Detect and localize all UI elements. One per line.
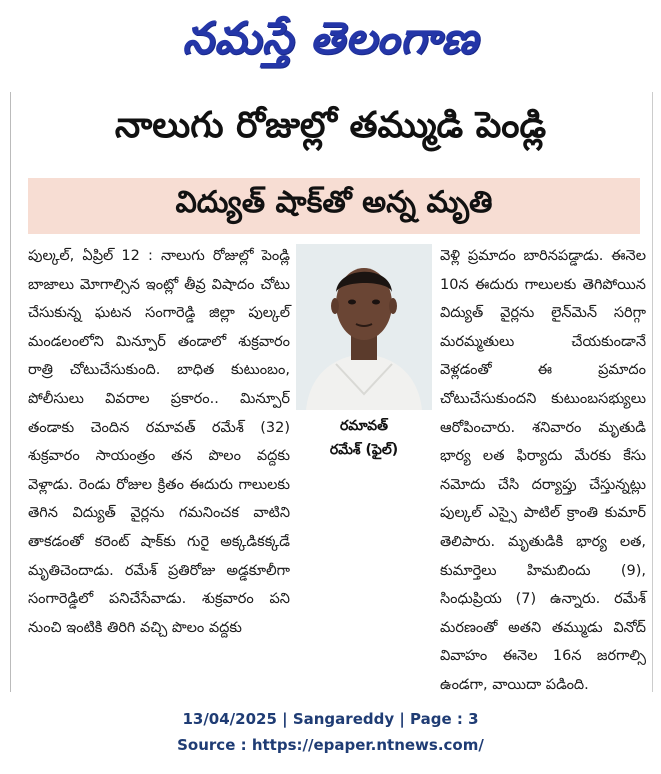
footer-edition-info: 13/04/2025 | Sangareddy | Page : 3: [182, 710, 479, 728]
article-headline: నాలుగు రోజుల్లో తమ్ముడి పెండ్లి: [114, 105, 547, 146]
article-paragraph-right: వెళ్లి ప్రమాదం బారినపడ్డాడు. ఈనెల 10న ఈదురు గాలులకు తెగిపోయిన విద్యుత్ వైర్లను లైన్‌మెన్ సరిగ్గా మరమ్మతులు చేయకుండానే వెళ్లడంతో ఈ ప్రమాదం చోటుచేసుకుందని కుటుంబసభ్యులు ఆరోపించారు. శనివారం మృతుడి భార్య లత ఫిర్యాదు మేరకు కేసు నమోదు చేసి దర్యాప్తు చేస్తున్నట్లు పుల్కల్ ఎస్సై పాటిల్ క్రాంతి కుమార్ తెలిపారు. మృతుడికి భార్య లత, కుమార్తెలు హిమబిందు (9), సింధుప్రియ (7) ఉన్నారు. రమేశ్ మరణంతో అతని తమ్ముడు వినోద్ వివాహం ఈనెల 16న జరగాల్సి ఉండగా, వాయిదా పడింది.: [440, 248, 646, 693]
article-paragraph: పుల్కల్, ఏప్రిల్ 12 : నాలుగు రోజుల్లో పెండ్లి బాజాలు మోగాల్సిన ఇంట్లో తీవ్ర విషాదం చోటు చేసుకున్న ఘటన సంగారెడ్డి జిల్లా పుల్కల్ మండలంలోని మిన్పూర్ తండాలో శుక్రవారం రాత్రి చోటుచేసుకుంది. బాధిత కుటుంబం, పోలీసులు వివరాల ప్రకారం.. మిన్పూర్ తండాకు చెందిన రమావత్ రమేశ్ (32) శుక్రవారం సాయంత్రం తన పొలం వద్దకు వెళ్లాడు. రెండు రోజుల క్రితం ఈదురు గాలులకు తెగిన విద్యుత్ వైర్లను గమనించక వాటిని తాకడంతో కరెంట్ షాక్‌కు గురై అక్కడికక్కడే మృతిచెందాడు. రమేశ్ ప్రతిరోజు అడ్డకూలీగా సంగారెడ్డిలో పనిచేసేవాడు. శుక్రవారం పని నుంచి ఇంటికి తిరిగి వచ్చి పొలం వద్దకు: [28, 248, 290, 636]
photo-caption-file: రమేశ్ (ఫైల్): [329, 442, 399, 458]
page-footer: [0, 706, 661, 758]
person-photo: [296, 244, 432, 410]
article-column-right: [440, 242, 646, 700]
article-column-left: [28, 242, 290, 642]
person-photo-illustration: [296, 244, 432, 410]
footer-source-link[interactable]: Source : https://epaper.ntnews.com/: [177, 736, 484, 754]
photo-caption-name: రమావత్: [339, 418, 389, 434]
article-subheadline: విద్యుత్ షాక్‌తో అన్న మృతి: [28, 178, 640, 234]
photo-figure: [296, 244, 432, 466]
masthead: [0, 0, 661, 88]
newspaper-logo: నమస్తే తెలంగాణ: [182, 13, 479, 64]
photo-caption: [296, 414, 432, 462]
